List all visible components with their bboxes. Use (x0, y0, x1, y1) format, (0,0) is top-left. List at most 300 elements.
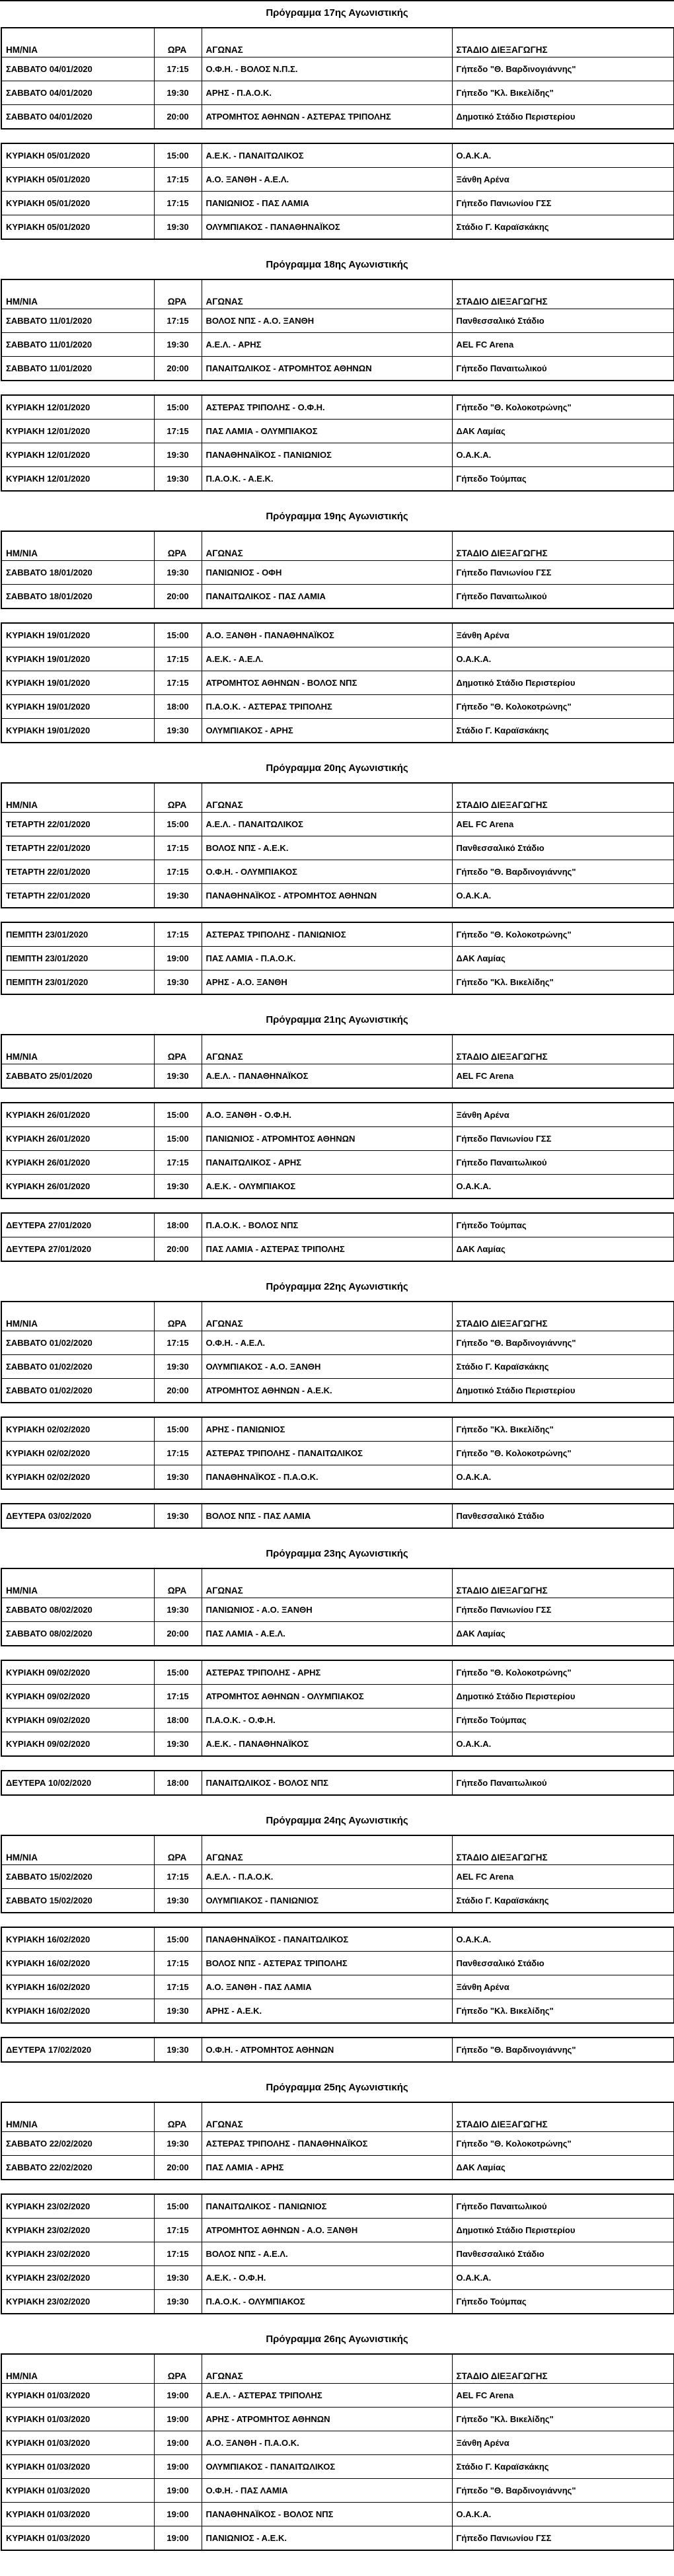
match-row (1, 1865, 674, 1889)
table-body (1, 1103, 674, 1198)
cell-match: Ο.Φ.Η. - ΑΤΡΟΜΗΤΟΣ ΑΘΗΝΩΝ (202, 2038, 452, 2062)
table-body (1, 309, 674, 381)
cell-date: ΣΑΒΒΑΤΟ 04/01/2020 (1, 81, 154, 105)
match-row (1, 1127, 674, 1151)
schedule-day-table (1, 1301, 674, 1403)
cell-date: ΚΥΡΙΑΚΗ 23/02/2020 (1, 2290, 154, 2314)
cell-stadium: Γήπεδο "Θ. Βαρδινογιάννης" (452, 1331, 674, 1355)
match-row (1, 1889, 674, 1913)
match-row (1, 813, 674, 836)
cell-match: ΠΑΣ ΛΑΜΙΑ - ΑΣΤΕΡΑΣ ΤΡΙΠΟΛΗΣ (202, 1237, 452, 1262)
match-row (1, 2479, 674, 2503)
schedule-day-table (1, 1770, 674, 1796)
cell-time: 18:00 (154, 1709, 202, 1732)
match-row (1, 2038, 674, 2062)
match-row (1, 2156, 674, 2180)
cell-time: 19:30 (154, 1889, 202, 1913)
cell-time: 15:00 (154, 1417, 202, 1442)
cell-stadium: Γήπεδο Πανιωνίου ΓΣΣ (452, 1598, 674, 1622)
column-header-match: ΑΓΩΝΑΣ (202, 531, 452, 561)
match-row (1, 192, 674, 215)
header-row (1, 531, 674, 561)
cell-match: Π.Α.Ο.Κ. - ΑΣΤΕΡΑΣ ΤΡΙΠΟΛΗΣ (202, 695, 452, 719)
cell-date: ΚΥΡΙΑΚΗ 16/02/2020 (1, 1927, 154, 1952)
column-header-stadium: ΣΤΑΔΙΟ ΔΙΕΞΑΓΩΓΗΣ (452, 1035, 674, 1064)
cell-stadium: Γήπεδο "Θ. Βαρδινογιάννης" (452, 2479, 674, 2503)
cell-match: ΑΣΤΕΡΑΣ ΤΡΙΠΟΛΗΣ - ΠΑΝΙΩΝΙΟΣ (202, 922, 452, 947)
cell-time: 17:15 (154, 1151, 202, 1175)
schedule-day-table (1, 1835, 674, 1913)
match-row (1, 695, 674, 719)
cell-stadium: Ξάνθη Αρένα (452, 168, 674, 192)
cell-time: 19:30 (154, 81, 202, 105)
cell-date: ΣΑΒΒΑΤΟ 01/02/2020 (1, 1379, 154, 1403)
cell-stadium: Ξάνθη Αρένα (452, 623, 674, 647)
cell-match: ΑΤΡΟΜΗΤΟΣ ΑΘΗΝΩΝ - ΑΣΤΕΡΑΣ ΤΡΙΠΟΛΗΣ (202, 105, 452, 129)
match-row (1, 420, 674, 443)
match-row (1, 395, 674, 420)
match-row (1, 2266, 674, 2290)
cell-time: 19:00 (154, 947, 202, 971)
section-title: Πρόγραμμα 18ης Αγωνιστικής (266, 259, 408, 270)
cell-date: ΣΑΒΒΑΤΟ 11/01/2020 (1, 309, 154, 333)
cell-time: 15:00 (154, 1660, 202, 1685)
cell-time: 19:30 (154, 443, 202, 467)
column-header-date: ΗΜ/ΝΙΑ (1, 1835, 154, 1865)
match-row (1, 971, 674, 995)
cell-stadium: Δημοτικό Στάδιο Περιστερίου (452, 105, 674, 129)
cell-stadium: AEL FC Arena (452, 813, 674, 836)
cell-time: 17:15 (154, 647, 202, 671)
match-row (1, 1732, 674, 1757)
table-head (1, 783, 674, 813)
cell-match: Α.Ε.Λ. - ΠΑΝΑΘΗΝΑΪΚΟΣ (202, 1064, 452, 1089)
cell-date: ΣΑΒΒΑΤΟ 01/02/2020 (1, 1331, 154, 1355)
match-row (1, 1417, 674, 1442)
column-header-time: ΩΡΑ (154, 1035, 202, 1064)
matchday-section (0, 1809, 674, 2063)
table-head (1, 28, 674, 57)
cell-stadium: Πανθεσσαλικό Στάδιο (452, 2242, 674, 2266)
table-head (1, 2102, 674, 2132)
cell-date: ΚΥΡΙΑΚΗ 23/02/2020 (1, 2219, 154, 2242)
cell-date: ΣΑΒΒΑΤΟ 04/01/2020 (1, 105, 154, 129)
cell-match: ΟΛΥΜΠΙΑΚΟΣ - ΠΑΝΑΙΤΩΛΙΚΟΣ (202, 2455, 452, 2479)
cell-date: ΣΑΒΒΑΤΟ 25/01/2020 (1, 1064, 154, 1089)
match-row (1, 1064, 674, 1089)
cell-stadium: Γήπεδο Πανιωνίου ΓΣΣ (452, 2526, 674, 2551)
cell-match: ΠΑΣ ΛΑΜΙΑ - Α.Ε.Λ. (202, 1622, 452, 1646)
cell-stadium: Γήπεδο "Θ. Κολοκοτρώνης" (452, 1660, 674, 1685)
match-row (1, 1999, 674, 2024)
table-body (1, 813, 674, 908)
table-body (1, 1660, 674, 1756)
cell-stadium: AEL FC Arena (452, 1064, 674, 1089)
cell-time: 20:00 (154, 357, 202, 381)
column-header-date: ΗΜ/ΝΙΑ (1, 1302, 154, 1331)
cell-date: ΚΥΡΙΑΚΗ 02/02/2020 (1, 1417, 154, 1442)
cell-match: ΑΣΤΕΡΑΣ ΤΡΙΠΟΛΗΣ - Ο.Φ.Η. (202, 395, 452, 420)
cell-stadium: Ο.Α.Κ.Α. (452, 2503, 674, 2526)
match-row (1, 1709, 674, 1732)
column-header-time: ΩΡΑ (154, 2102, 202, 2132)
column-header-stadium: ΣΤΑΔΙΟ ΔΙΕΞΑΓΩΓΗΣ (452, 28, 674, 57)
matchday-section (0, 2076, 674, 2314)
cell-match: Ο.Φ.Η. - ΒΟΛΟΣ Ν.Π.Σ. (202, 57, 452, 81)
column-header-time: ΩΡΑ (154, 783, 202, 813)
cell-stadium: Γήπεδο "Κλ. Βικελίδης" (452, 81, 674, 105)
section-title: Πρόγραμμα 24ης Αγωνιστικής (266, 1815, 408, 1826)
cell-match: ΑΤΡΟΜΗΤΟΣ ΑΘΗΝΩΝ - Α.Ε.Κ. (202, 1379, 452, 1403)
cell-time: 20:00 (154, 585, 202, 609)
cell-time: 17:15 (154, 309, 202, 333)
matchday-section (0, 1542, 674, 1796)
cell-date: ΚΥΡΙΑΚΗ 05/01/2020 (1, 168, 154, 192)
match-row (1, 1237, 674, 1262)
match-row (1, 168, 674, 192)
schedule-day-table (1, 2193, 674, 2314)
column-header-stadium: ΣΤΑΔΙΟ ΔΙΕΞΑΓΩΓΗΣ (452, 1835, 674, 1865)
schedule-day-table (1, 1568, 674, 1646)
cell-date: ΚΥΡΙΑΚΗ 19/01/2020 (1, 647, 154, 671)
table-head (1, 1568, 674, 1598)
cell-match: ΠΑΣ ΛΑΜΙΑ - ΑΡΗΣ (202, 2156, 452, 2180)
cell-date: ΚΥΡΙΑΚΗ 26/01/2020 (1, 1151, 154, 1175)
cell-match: Α.Ο. ΞΑΝΘΗ - Α.Ε.Λ. (202, 168, 452, 192)
cell-stadium: Γήπεδο "Κλ. Βικελίδης" (452, 1999, 674, 2024)
cell-match: ΠΑΝΑΙΤΩΛΙΚΟΣ - ΑΤΡΟΜΗΤΟΣ ΑΘΗΝΩΝ (202, 357, 452, 381)
cell-match: ΒΟΛΟΣ ΝΠΣ - Α.Ο. ΞΑΝΘΗ (202, 309, 452, 333)
cell-date: ΣΑΒΒΑΤΟ 11/01/2020 (1, 333, 154, 357)
cell-date: ΚΥΡΙΑΚΗ 19/01/2020 (1, 623, 154, 647)
cell-date: ΠΕΜΠΤΗ 23/01/2020 (1, 971, 154, 995)
column-header-match: ΑΓΩΝΑΣ (202, 1302, 452, 1331)
match-row (1, 357, 674, 381)
schedule-day-table (1, 1417, 674, 1490)
column-header-match: ΑΓΩΝΑΣ (202, 783, 452, 813)
match-row (1, 719, 674, 743)
cell-stadium: Δημοτικό Στάδιο Περιστερίου (452, 1685, 674, 1709)
column-header-time: ΩΡΑ (154, 2354, 202, 2384)
cell-match: Α.Ε.Κ. - ΠΑΝΑΘΗΝΑΪΚΟΣ (202, 1732, 452, 1757)
match-row (1, 647, 674, 671)
cell-date: ΚΥΡΙΑΚΗ 12/01/2020 (1, 443, 154, 467)
cell-time: 19:30 (154, 2132, 202, 2156)
match-row (1, 215, 674, 240)
table-head (1, 1035, 674, 1064)
match-row (1, 1660, 674, 1685)
cell-date: ΔΕΥΤΕΡΑ 03/02/2020 (1, 1504, 154, 1528)
cell-match: ΑΡΗΣ - Π.Α.Ο.Κ. (202, 81, 452, 105)
cell-date: ΣΑΒΒΑΤΟ 22/02/2020 (1, 2156, 154, 2180)
cell-time: 19:00 (154, 2503, 202, 2526)
cell-stadium: Ο.Α.Κ.Α. (452, 1927, 674, 1952)
cell-match: ΑΡΗΣ - Α.Ο. ΞΑΝΘΗ (202, 971, 452, 995)
cell-date: ΔΕΥΤΕΡΑ 27/01/2020 (1, 1213, 154, 1237)
cell-date: ΣΑΒΒΑΤΟ 18/01/2020 (1, 561, 154, 585)
column-header-date: ΗΜ/ΝΙΑ (1, 1035, 154, 1064)
cell-match: ΟΛΥΜΠΙΑΚΟΣ - Α.Ο. ΞΑΝΘΗ (202, 1355, 452, 1379)
cell-stadium: Δημοτικό Στάδιο Περιστερίου (452, 1379, 674, 1403)
cell-stadium: Στάδιο Γ. Καραϊσκάκης (452, 1355, 674, 1379)
cell-time: 19:30 (154, 719, 202, 743)
match-row (1, 1771, 674, 1795)
match-row (1, 1103, 674, 1127)
match-row (1, 671, 674, 695)
cell-time: 17:15 (154, 2242, 202, 2266)
cell-stadium: Γήπεδο "Κλ. Βικελίδης" (452, 1417, 674, 1442)
match-row (1, 2431, 674, 2455)
cell-stadium: Δημοτικό Στάδιο Περιστερίου (452, 671, 674, 695)
column-header-date: ΗΜ/ΝΙΑ (1, 2354, 154, 2384)
cell-time: 17:15 (154, 1952, 202, 1975)
match-row (1, 2290, 674, 2314)
column-header-match: ΑΓΩΝΑΣ (202, 279, 452, 309)
match-row (1, 2408, 674, 2431)
match-row (1, 2219, 674, 2242)
cell-stadium: Γήπεδο Παναιτωλικού (452, 1151, 674, 1175)
cell-match: ΑΤΡΟΜΗΤΟΣ ΑΘΗΝΩΝ - ΒΟΛΟΣ ΝΠΣ (202, 671, 452, 695)
cell-stadium: ΔΑΚ Λαμίας (452, 1622, 674, 1646)
schedule-day-table (1, 1927, 674, 2024)
cell-match: Α.Ε.Κ. - ΟΛΥΜΠΙΑΚΟΣ (202, 1175, 452, 1199)
cell-time: 15:00 (154, 2194, 202, 2219)
cell-match: ΑΣΤΕΡΑΣ ΤΡΙΠΟΛΗΣ - ΠΑΝΑΙΤΩΛΙΚΟΣ (202, 1442, 452, 1465)
column-header-time: ΩΡΑ (154, 531, 202, 561)
cell-match: Α.Ο. ΞΑΝΘΗ - Ο.Φ.Η. (202, 1103, 452, 1127)
cell-time: 19:30 (154, 884, 202, 908)
cell-stadium: Ο.Α.Κ.Α. (452, 1732, 674, 1757)
cell-date: ΚΥΡΙΑΚΗ 01/03/2020 (1, 2455, 154, 2479)
cell-date: ΠΕΜΠΤΗ 23/01/2020 (1, 922, 154, 947)
cell-time: 19:30 (154, 1175, 202, 1199)
column-header-date: ΗΜ/ΝΙΑ (1, 2102, 154, 2132)
cell-time: 17:15 (154, 420, 202, 443)
cell-time: 19:30 (154, 1504, 202, 1528)
cell-time: 19:30 (154, 1465, 202, 1490)
cell-stadium: Γήπεδο "Θ. Κολοκοτρώνης" (452, 922, 674, 947)
cell-stadium: Γήπεδο Πανιωνίου ΓΣΣ (452, 561, 674, 585)
table-head (1, 531, 674, 561)
matchday-section (0, 1008, 674, 1262)
cell-date: ΣΑΒΒΑΤΟ 18/01/2020 (1, 585, 154, 609)
cell-match: Α.Ε.Λ. - Π.Α.Ο.Κ. (202, 1865, 452, 1889)
table-body (1, 395, 674, 491)
match-row (1, 2384, 674, 2408)
cell-date: ΣΑΒΒΑΤΟ 11/01/2020 (1, 357, 154, 381)
matchday-section (0, 253, 674, 492)
cell-stadium: Γήπεδο "Κλ. Βικελίδης" (452, 971, 674, 995)
cell-time: 17:15 (154, 922, 202, 947)
section-title: Πρόγραμμα 26ης Αγωνιστικής (266, 2334, 408, 2345)
cell-match: ΑΤΡΟΜΗΤΟΣ ΑΘΗΝΩΝ - Α.Ο. ΞΑΝΘΗ (202, 2219, 452, 2242)
cell-stadium: Ξάνθη Αρένα (452, 2431, 674, 2455)
cell-stadium: AEL FC Arena (452, 1865, 674, 1889)
header-row (1, 1568, 674, 1598)
match-row (1, 1504, 674, 1528)
match-row (1, 1622, 674, 1646)
cell-date: ΚΥΡΙΑΚΗ 12/01/2020 (1, 420, 154, 443)
cell-time: 19:00 (154, 2455, 202, 2479)
cell-date: ΚΥΡΙΑΚΗ 01/03/2020 (1, 2479, 154, 2503)
cell-match: ΒΟΛΟΣ ΝΠΣ - ΠΑΣ ΛΑΜΙΑ (202, 1504, 452, 1528)
cell-date: ΚΥΡΙΑΚΗ 02/02/2020 (1, 1465, 154, 1490)
match-row (1, 1465, 674, 1490)
table-head (1, 1835, 674, 1865)
match-row (1, 1927, 674, 1952)
match-row (1, 860, 674, 884)
schedule-day-table (1, 1034, 674, 1089)
cell-match: ΠΑΝΑΘΗΝΑΪΚΟΣ - ΠΑΝΑΙΤΩΛΙΚΟΣ (202, 1927, 452, 1952)
cell-match: Ο.Φ.Η. - Α.Ε.Λ. (202, 1331, 452, 1355)
cell-time: 17:15 (154, 192, 202, 215)
match-row (1, 1379, 674, 1403)
table-body (1, 1064, 674, 1089)
cell-stadium: Ο.Α.Κ.Α. (452, 143, 674, 168)
match-row (1, 1975, 674, 1999)
section-title: Πρόγραμμα 17ης Αγωνιστικής (266, 7, 408, 18)
cell-stadium: Πανθεσσαλικό Στάδιο (452, 1504, 674, 1528)
cell-match: Α.Ε.Λ. - ΑΡΗΣ (202, 333, 452, 357)
section-title: Πρόγραμμα 25ης Αγωνιστικής (266, 2082, 408, 2093)
cell-time: 19:30 (154, 2266, 202, 2290)
match-row (1, 2455, 674, 2479)
match-row (1, 922, 674, 947)
cell-stadium: Γήπεδο "Θ. Βαρδινογιάννης" (452, 860, 674, 884)
cell-date: ΣΑΒΒΑΤΟ 08/02/2020 (1, 1622, 154, 1646)
cell-stadium: ΔΑΚ Λαμίας (452, 2156, 674, 2180)
cell-date: ΤΕΤΑΡΤΗ 22/01/2020 (1, 884, 154, 908)
cell-stadium: Γήπεδο Παναιτωλικού (452, 2194, 674, 2219)
cell-stadium: Γήπεδο Τούμπας (452, 467, 674, 492)
cell-stadium: Γήπεδο "Θ. Βαρδινογιάννης" (452, 2038, 674, 2062)
column-header-match: ΑΓΩΝΑΣ (202, 28, 452, 57)
column-header-date: ΗΜ/ΝΙΑ (1, 28, 154, 57)
cell-date: ΚΥΡΙΑΚΗ 16/02/2020 (1, 1952, 154, 1975)
cell-stadium: ΔΑΚ Λαμίας (452, 420, 674, 443)
match-row (1, 1331, 674, 1355)
cell-time: 17:15 (154, 1685, 202, 1709)
cell-stadium: Πανθεσσαλικό Στάδιο (452, 836, 674, 860)
cell-match: ΠΑΝΙΩΝΙΟΣ - Α.Ε.Κ. (202, 2526, 452, 2551)
cell-time: 17:15 (154, 671, 202, 695)
schedule-day-table (1, 622, 674, 743)
column-header-match: ΑΓΩΝΑΣ (202, 1035, 452, 1064)
section-title: Πρόγραμμα 23ης Αγωνιστικής (266, 1548, 408, 1559)
cell-time: 15:00 (154, 143, 202, 168)
match-row (1, 561, 674, 585)
match-row (1, 1175, 674, 1199)
cell-stadium: Στάδιο Γ. Καραϊσκάκης (452, 215, 674, 240)
cell-date: ΣΑΒΒΑΤΟ 01/02/2020 (1, 1355, 154, 1379)
cell-time: 19:30 (154, 1732, 202, 1757)
cell-time: 19:00 (154, 2526, 202, 2551)
cell-stadium: Γήπεδο Παναιτωλικού (452, 585, 674, 609)
column-header-time: ΩΡΑ (154, 279, 202, 309)
match-row (1, 81, 674, 105)
header-row (1, 2354, 674, 2384)
cell-stadium: AEL FC Arena (452, 2384, 674, 2408)
cell-date: ΚΥΡΙΑΚΗ 05/01/2020 (1, 215, 154, 240)
table-body (1, 1598, 674, 1646)
cell-time: 19:30 (154, 971, 202, 995)
table-head (1, 1302, 674, 1331)
cell-stadium: ΔΑΚ Λαμίας (452, 1237, 674, 1262)
cell-match: Π.Α.Ο.Κ. - ΟΛΥΜΠΙΑΚΟΣ (202, 2290, 452, 2314)
cell-match: Π.Α.Ο.Κ. - Ο.Φ.Η. (202, 1709, 452, 1732)
cell-time: 19:30 (154, 333, 202, 357)
cell-time: 17:15 (154, 2219, 202, 2242)
cell-time: 17:15 (154, 168, 202, 192)
match-row (1, 1355, 674, 1379)
cell-date: ΚΥΡΙΑΚΗ 23/02/2020 (1, 2194, 154, 2219)
cell-date: ΠΕΜΠΤΗ 23/01/2020 (1, 947, 154, 971)
cell-match: ΟΛΥΜΠΙΑΚΟΣ - ΑΡΗΣ (202, 719, 452, 743)
matchday-section (0, 505, 674, 743)
cell-time: 19:30 (154, 467, 202, 492)
column-header-date: ΗΜ/ΝΙΑ (1, 279, 154, 309)
header-row (1, 28, 674, 57)
cell-stadium: Γήπεδο Τούμπας (452, 2290, 674, 2314)
cell-time: 19:00 (154, 2384, 202, 2408)
schedule-day-table (1, 531, 674, 609)
cell-stadium: ΔΑΚ Λαμίας (452, 947, 674, 971)
header-row (1, 1835, 674, 1865)
cell-stadium: Στάδιο Γ. Καραϊσκάκης (452, 2455, 674, 2479)
match-row (1, 309, 674, 333)
cell-date: ΚΥΡΙΑΚΗ 09/02/2020 (1, 1660, 154, 1685)
cell-match: Π.Α.Ο.Κ. - Α.Ε.Κ. (202, 467, 452, 492)
match-row (1, 57, 674, 81)
cell-time: 18:00 (154, 695, 202, 719)
cell-match: Α.Ε.Λ. - ΠΑΝΑΙΤΩΛΙΚΟΣ (202, 813, 452, 836)
cell-time: 19:30 (154, 1355, 202, 1379)
cell-time: 17:15 (154, 860, 202, 884)
cell-match: Α.Ο. ΞΑΝΘΗ - Π.Α.Ο.Κ. (202, 2431, 452, 2455)
cell-time: 15:00 (154, 623, 202, 647)
cell-date: ΤΕΤΑΡΤΗ 22/01/2020 (1, 813, 154, 836)
column-header-date: ΗΜ/ΝΙΑ (1, 783, 154, 813)
cell-match: ΠΑΝΑΘΗΝΑΪΚΟΣ - ΒΟΛΟΣ ΝΠΣ (202, 2503, 452, 2526)
cell-time: 19:30 (154, 2290, 202, 2314)
cell-time: 18:00 (154, 1771, 202, 1795)
cell-date: ΤΕΤΑΡΤΗ 22/01/2020 (1, 836, 154, 860)
cell-time: 18:00 (154, 1213, 202, 1237)
section-title: Πρόγραμμα 19ης Αγωνιστικής (266, 511, 408, 522)
column-header-time: ΩΡΑ (154, 28, 202, 57)
cell-time: 17:15 (154, 836, 202, 860)
cell-match: ΒΟΛΟΣ ΝΠΣ - Α.Ε.Λ. (202, 2242, 452, 2266)
column-header-match: ΑΓΩΝΑΣ (202, 1835, 452, 1865)
cell-match: ΑΣΤΕΡΑΣ ΤΡΙΠΟΛΗΣ - ΠΑΝΑΘΗΝΑΪΚΟΣ (202, 2132, 452, 2156)
matchday-section (0, 2328, 674, 2551)
cell-time: 17:15 (154, 57, 202, 81)
cell-match: ΠΑΣ ΛΑΜΙΑ - Π.Α.Ο.Κ. (202, 947, 452, 971)
cell-match: ΠΑΝΑΘΗΝΑΪΚΟΣ - Π.Α.Ο.Κ. (202, 1465, 452, 1490)
schedule-day-table (1, 394, 674, 492)
table-body (1, 561, 674, 609)
match-row (1, 105, 674, 129)
section-title: Πρόγραμμα 20ης Αγωνιστικής (266, 762, 408, 774)
cell-stadium: Γήπεδο "Θ. Κολοκοτρώνης" (452, 2132, 674, 2156)
cell-stadium: Στάδιο Γ. Καραϊσκάκης (452, 719, 674, 743)
schedule-day-table (1, 2037, 674, 2063)
match-row (1, 2194, 674, 2219)
cell-time: 19:30 (154, 1999, 202, 2024)
cell-date: ΚΥΡΙΑΚΗ 01/03/2020 (1, 2384, 154, 2408)
cell-match: Π.Α.Ο.Κ. - ΒΟΛΟΣ ΝΠΣ (202, 1213, 452, 1237)
cell-stadium: Ο.Α.Κ.Α. (452, 2266, 674, 2290)
